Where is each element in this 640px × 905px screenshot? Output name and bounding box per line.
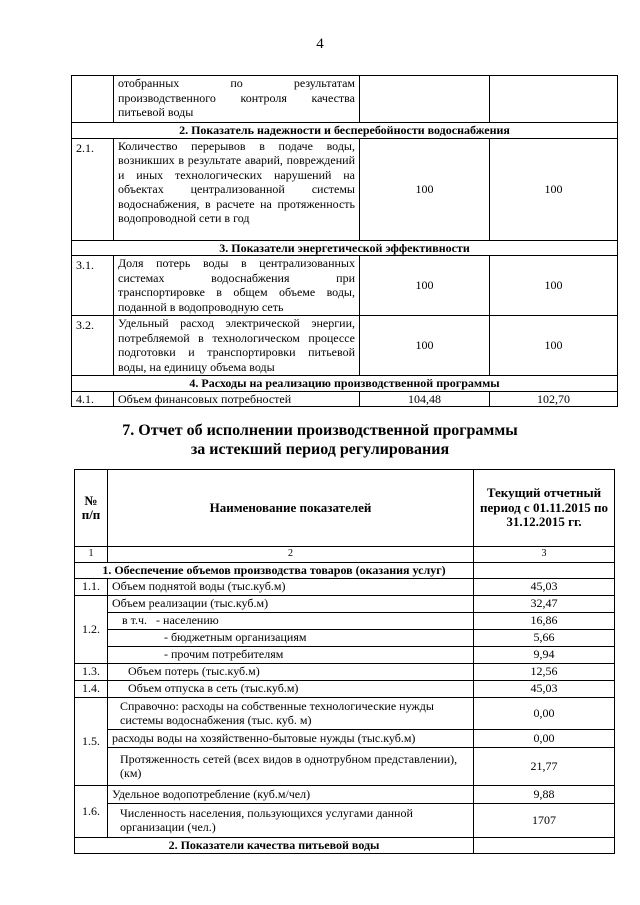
row-value: 100	[360, 256, 490, 316]
row-text: Количество перерывов в подаче воды, возникших в результате аварий, повреждений и иных технологических нарушений на объектах централизованной системы водоснабжения, в расчете на протяженность водопроводной сети в год	[114, 138, 360, 240]
sub-label: - населению	[156, 613, 219, 628]
row-value: 102,70	[490, 391, 618, 407]
row-value: 12,56	[474, 663, 615, 680]
section-header	[72, 123, 618, 139]
column-numbers-row	[75, 547, 615, 563]
row-text: - прочим потребителям	[108, 646, 474, 663]
row-number: 1.6.	[75, 785, 108, 837]
row-text: Объем потерь (тыс.куб.м)	[108, 663, 474, 680]
table-row	[75, 646, 615, 663]
table-row	[75, 663, 615, 680]
sub-prefix: в т.ч.	[122, 613, 148, 628]
row-value: 9,94	[474, 646, 615, 663]
table-row	[72, 76, 618, 123]
row-value: 32,47	[474, 595, 615, 612]
section-title: 4. Расходы на реализацию производственной программы	[72, 376, 618, 392]
report-title-line2: за истекший период регулирования	[190, 441, 450, 458]
table-row	[75, 729, 615, 747]
row-text: Объем реализации (тыс.куб.м)	[108, 595, 474, 612]
table-row	[75, 785, 615, 803]
header-row	[75, 470, 615, 547]
row-value: 45,03	[474, 578, 615, 595]
table-row	[72, 138, 618, 240]
table-row	[72, 256, 618, 316]
row-value: 21,77	[474, 747, 615, 785]
row-number: 1.3.	[75, 663, 108, 680]
indicators-table	[71, 75, 618, 407]
table-row	[75, 697, 615, 729]
row-value: 5,66	[474, 629, 615, 646]
section-title: 2. Показатель надежности и бесперебойности водоснабжения	[72, 123, 618, 139]
column-number: 3	[474, 547, 615, 563]
row-text: Доля потерь воды в централизованных системах водоснабжения при транспортировке в общем объеме воды, поданной в водопроводную сеть	[114, 256, 360, 316]
section-header	[72, 240, 618, 256]
table-row	[75, 680, 615, 697]
report-table	[74, 469, 615, 854]
row-value: 104,48	[360, 391, 490, 407]
row-value: 100	[490, 256, 618, 316]
report-title-line1: 7. Отчет об исполнении производственной программы	[122, 422, 518, 439]
row-value: 100	[360, 138, 490, 240]
row-text: Объем финансовых потребностей	[114, 391, 360, 407]
row-text: Удельный расход электрической энергии, потребляемой в технологическом процессе подготовки и транспортировки питьевой воды, на единицу объема воды	[114, 316, 360, 376]
row-text: Объем поднятой воды (тыс.куб.м)	[108, 578, 474, 595]
row-number: 3.1.	[72, 256, 114, 316]
row-value: 100	[360, 316, 490, 376]
table-row	[75, 803, 615, 837]
row-text: Объем отпуска в сеть (тыс.куб.м)	[108, 680, 474, 697]
column-number: 2	[108, 547, 474, 563]
row-number: 1.5.	[75, 697, 108, 785]
row-value: 0,00	[474, 729, 615, 747]
table-row	[75, 595, 615, 612]
header-period: Текущий отчетный период с 01.11.2015 по 31.12.2015 гг.	[474, 470, 615, 547]
row-text: - бюджетным организациям	[108, 629, 474, 646]
section-title: 2. Показатели качества питьевой воды	[75, 837, 474, 853]
row-number: 1.4.	[75, 680, 108, 697]
row-value: 100	[490, 316, 618, 376]
column-number: 1	[75, 547, 108, 563]
table-row	[72, 316, 618, 376]
row-number: 1.1.	[75, 578, 108, 595]
section-header	[72, 376, 618, 392]
page-number: 4	[316, 36, 324, 52]
row-number: 4.1.	[72, 391, 114, 407]
row-value: 0,00	[474, 697, 615, 729]
table-row	[75, 629, 615, 646]
section-header	[75, 837, 615, 853]
table-row	[72, 391, 618, 407]
row-value: 1707	[474, 803, 615, 837]
row-text: Удельное водопотребление (куб.м/чел)	[108, 785, 474, 803]
table-row	[75, 578, 615, 595]
row-text: Протяженность сетей (всех видов в однотрубном представлении), (км)	[108, 747, 474, 785]
section-header	[75, 562, 615, 578]
row-value: 100	[490, 138, 618, 240]
row-number: 2.1.	[72, 138, 114, 240]
row-text: Справочно: расходы на собственные технологические нужды системы водоснабжения (тыс. куб. м)	[108, 697, 474, 729]
section-title: 1. Обеспечение объемов производства товаров (оказания услуг)	[75, 562, 474, 578]
row-number: 3.2.	[72, 316, 114, 376]
row-text: расходы воды на хозяйственно-бытовые нужды (тыс.куб.м)	[108, 729, 474, 747]
section-title: 3. Показатели энергетической эффективности	[72, 240, 618, 256]
row-value: 16,86	[474, 612, 615, 629]
row-value: 9,88	[474, 785, 615, 803]
row-number: 1.2.	[75, 595, 108, 663]
row-text	[108, 612, 474, 629]
row-value: 45,03	[474, 680, 615, 697]
row-text: Численность населения, пользующихся услугами данной организации (чел.)	[108, 803, 474, 837]
table-row	[75, 747, 615, 785]
header-num: № п/п	[75, 470, 108, 547]
header-name: Наименование показателей	[108, 470, 474, 547]
row-text: отобранных по результатам производственного контроля качества питьевой воды	[114, 76, 360, 123]
table-row	[75, 612, 615, 629]
